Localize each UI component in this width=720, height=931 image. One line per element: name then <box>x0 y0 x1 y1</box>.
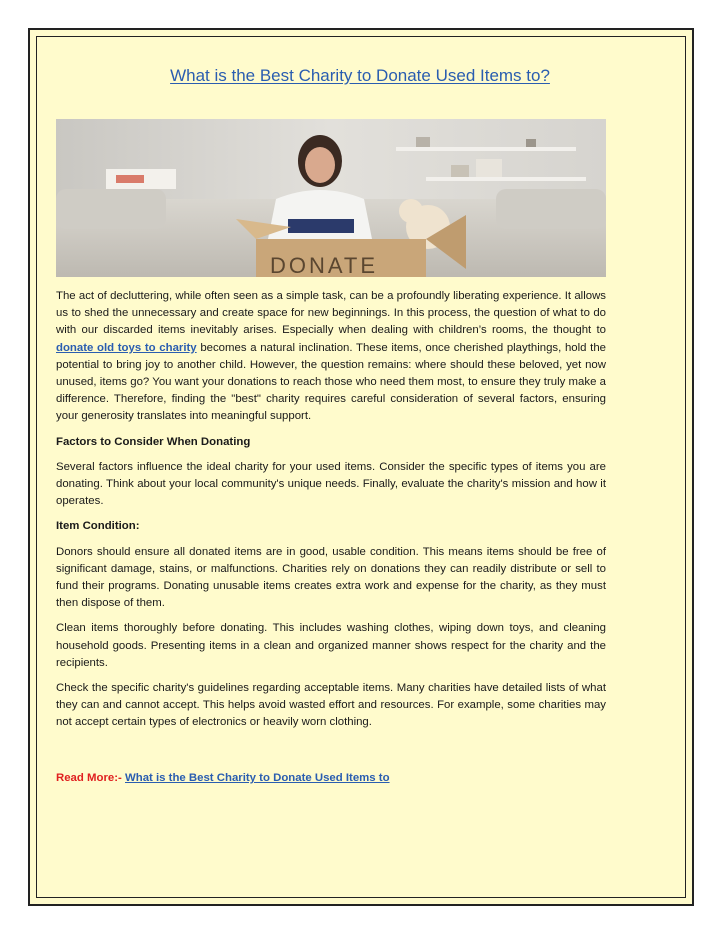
paragraph-intro <box>56 288 606 426</box>
document-title: What is the Best Charity to Donate Used Items to? <box>170 66 550 85</box>
paragraph-cleaning: Clean items thoroughly before donating. This includes washing clothes, wiping down toys, and cleaning household goods. Presenting items in a clean and organized manner shows respect for the charity and the recipients. <box>56 622 606 669</box>
read-more <box>56 772 606 784</box>
heading-item-condition: Item Condition: <box>56 520 140 533</box>
heading-factors: Factors to Consider When Donating <box>56 435 251 448</box>
read-more-link[interactable]: What is the Best Charity to Donate Used Items to <box>125 772 390 784</box>
paragraph-intro-text-before: The act of decluttering, while often seen as a simple task, can be a profoundly liberating experience. It allows us to shed the unnecessary and create space for new beginnings. In this process, the question of what to do with our discarded items inevitably arises. Especially when dealing with children’s rooms, the thought to <box>56 290 606 337</box>
body-text <box>56 288 606 740</box>
read-more-label: Read More:- <box>56 772 122 784</box>
paragraph-factors: Several factors influence the ideal charity for your used items. Consider the specific types of items you are donating. Think about your local community's unique needs. Finally, evaluate the charity's mission and how it operates. <box>56 460 606 508</box>
paragraph-condition: Donors should ensure all donated items are in good, usable condition. This means items should be free of significant damage, stains, or malfunctions. Charities rely on donations they can readily distribute or sell to fund their programs. Donating unusable items creates extra work and expense for the charity, as they must then dispose of them. <box>56 545 606 610</box>
donate-toys-link[interactable]: donate old toys to charity <box>56 341 197 354</box>
paragraph-guidelines: Check the specific charity's guidelines regarding acceptable items. Many charities have detailed lists of what they can and cannot accept. This helps avoid wasted effort and resources. For example, some charities may not accept certain types of electronics or heavily worn clothing. <box>56 682 606 729</box>
paragraph-intro-text-after: becomes a natural inclination. These items, once cherished playthings, hold the potential to bring joy to another child. However, the question remains: where should these beloved, yet now unused, items go? You want your donations to reach those who need them most, to ensure they truly make a difference. Therefore, finding the "best" charity requires careful consideration of several factors, ensuring your generosity translates into meaningful support. <box>56 341 606 423</box>
hero-image <box>56 119 606 277</box>
box-label: DONATE <box>270 253 379 277</box>
